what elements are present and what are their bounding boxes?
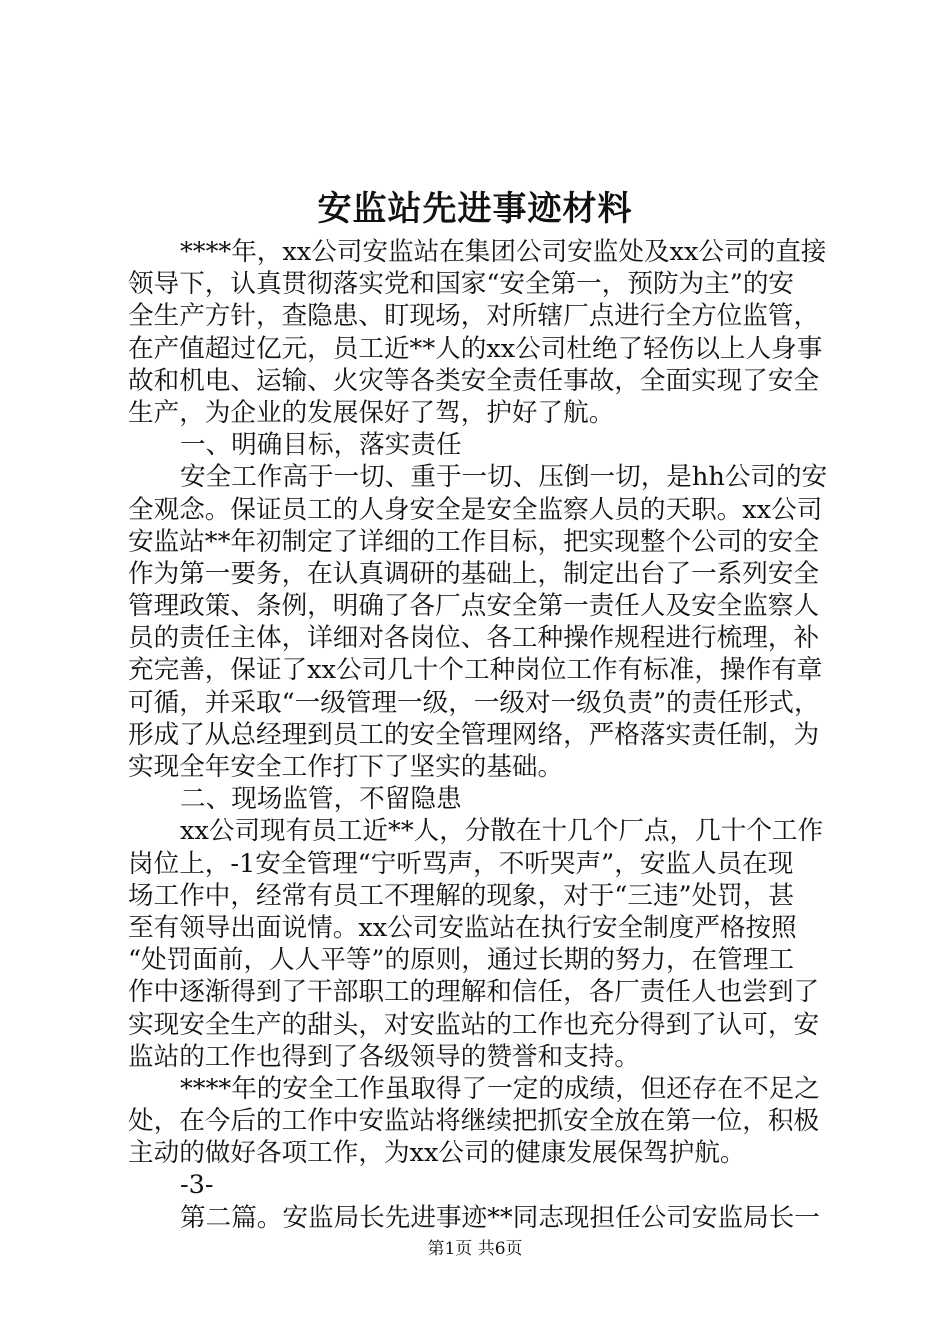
document-body — [128, 236, 832, 1234]
body-line: 二、现场监管，不留隐患 — [180, 784, 462, 815]
body-line: 第二篇。安监局长先进事迹**同志现担任公司安监局长一 — [180, 1202, 820, 1233]
body-line: 至有领导出面说情。xx公司安监站在执行安全制度严格按照 — [128, 912, 797, 943]
body-line: 故和机电、运输、火灾等各类安全责任事故，全面实现了安全 — [128, 365, 820, 396]
body-line: 作中逐渐得到了干部职工的理解和信任，各厂责任人也尝到了 — [128, 977, 820, 1008]
body-line: 处，在今后的工作中安监站将继续把抓安全放在第一位，积极 — [128, 1106, 820, 1137]
body-line: 在产值超过亿元，员工近**人的xx公司杜绝了轻伤以上人身事 — [128, 333, 823, 364]
body-line: 全生产方针，查隐患、盯现场，对所辖厂点进行全方位监管， — [128, 301, 820, 332]
body-line: 实现安全生产的甜头，对安监站的工作也充分得到了认可，安 — [128, 1009, 820, 1040]
body-line: 领导下，认真贯彻落实党和国家“安全第一，预防为主”的安 — [128, 269, 795, 300]
body-line: 作为第一要务，在认真调研的基础上，制定出台了一系列安全 — [128, 558, 820, 589]
body-line: 主动的做好各项工作，为xx公司的健康发展保驾护航。 — [128, 1138, 746, 1169]
body-line: ****年，xx公司安监站在集团公司安监处及xx公司的直接 — [180, 237, 827, 267]
body-line: 监站的工作也得到了各级领导的赞誉和支持。 — [128, 1041, 640, 1072]
body-line: 场工作中，经常有员工不理解的现象，对于“三违”处罚，甚 — [128, 880, 795, 911]
body-line: 岗位上，-1安全管理“宁听骂声，不听哭声”，安监人员在现 — [128, 848, 794, 879]
body-line: 员的责任主体，详细对各岗位、各工种操作规程进行梳理，补 — [128, 623, 820, 654]
body-line: ****年的安全工作虽取得了一定的成绩，但还存在不足之 — [180, 1073, 820, 1104]
body-line: 安监站**年初制定了详细的工作目标，把实现整个公司的安全 — [128, 526, 820, 557]
body-line: xx公司现有员工近**人，分散在十几个厂点，几十个工作 — [180, 816, 824, 847]
body-line: “处罚面前，人人平等”的原则，通过长期的努力，在管理工 — [128, 945, 795, 976]
page-footer: 第1页 共6页 — [427, 1239, 523, 1259]
document-title: 安监站先进事迹材料 — [317, 189, 633, 229]
body-line: 全观念。保证员工的人身安全是安全监察人员的天职。xx公司 — [128, 494, 823, 525]
body-line: 一、明确目标，落实责任 — [180, 430, 462, 461]
body-line: 生产，为企业的发展保好了驾，护好了航。 — [128, 397, 615, 428]
body-line: 实现全年安全工作打下了坚实的基础。 — [128, 752, 564, 782]
body-line: 管理政策、条例，明确了各厂点安全第一责任人及安全监察人 — [128, 591, 820, 622]
body-line: 形成了从总经理到员工的安全管理网络，严格落实责任制，为 — [128, 719, 820, 750]
body-line: -3- — [180, 1170, 214, 1201]
body-line: 可循，并采取“一级管理一级，一级对一级负责”的责任形式， — [128, 687, 820, 718]
body-line: 安全工作高于一切、重于一切、压倒一切，是hh公司的安 — [180, 462, 828, 493]
body-line: 充完善，保证了xx公司几十个工种岗位工作有标准，操作有章 — [128, 655, 823, 686]
